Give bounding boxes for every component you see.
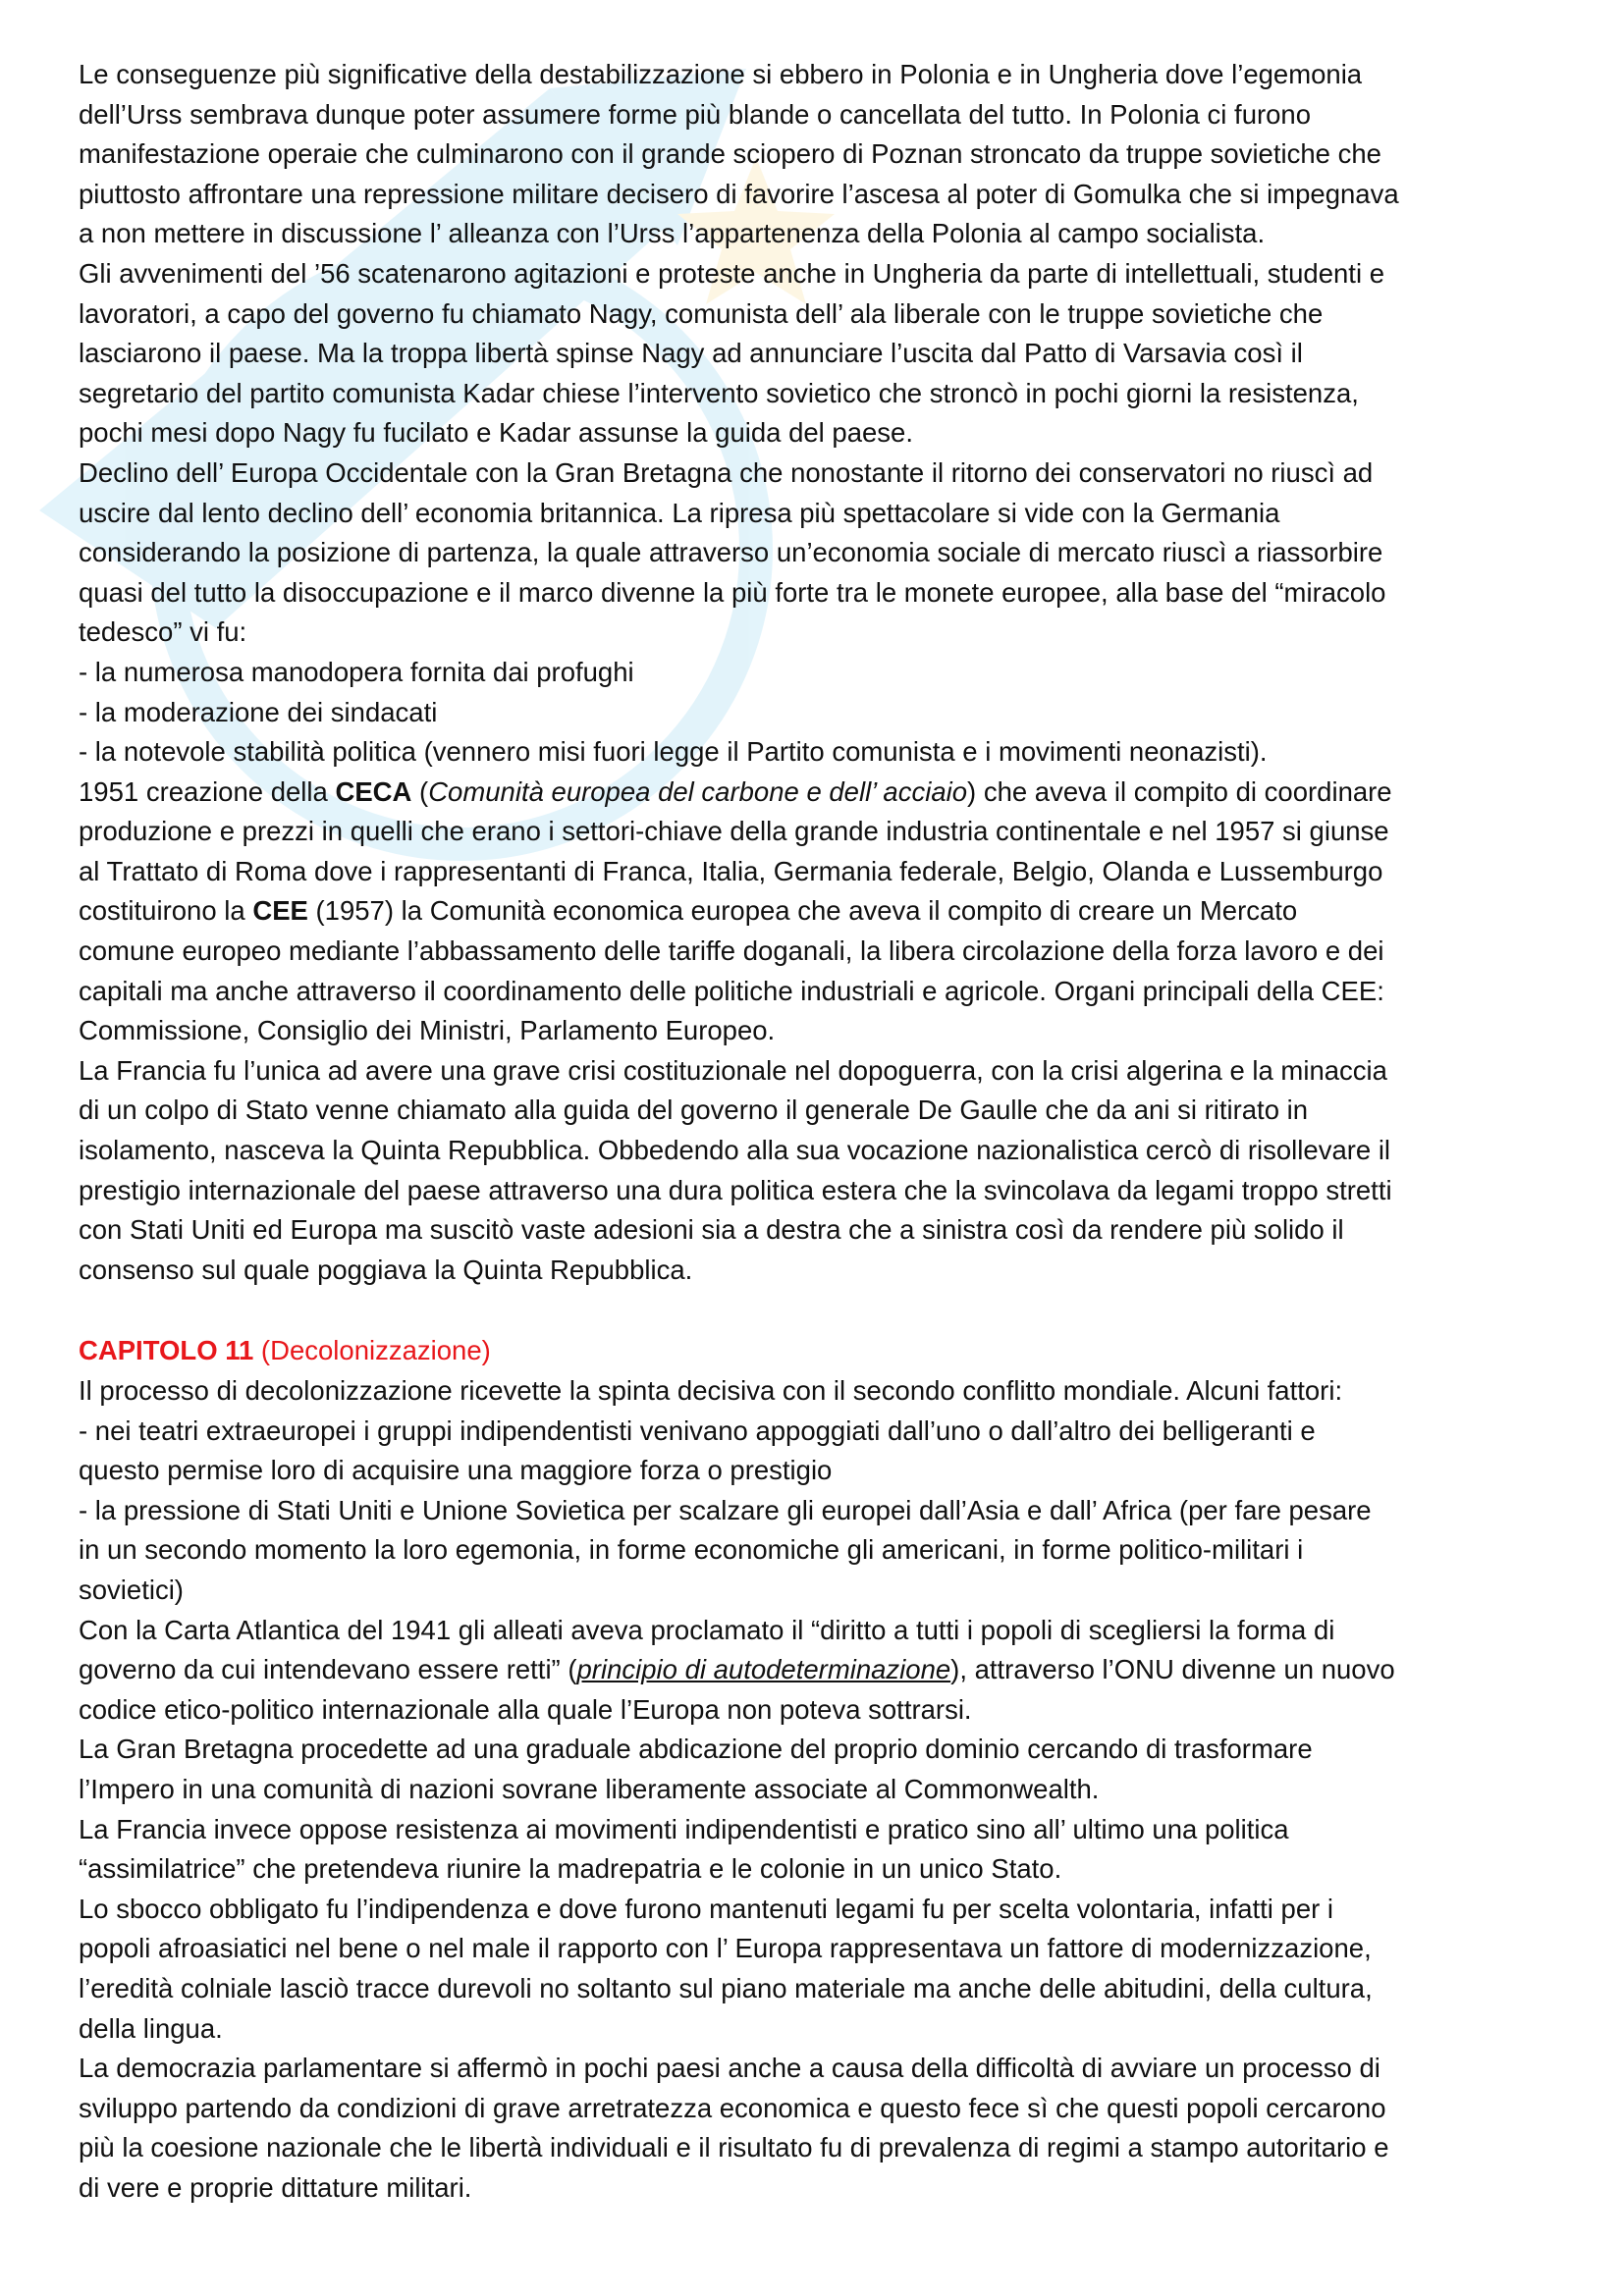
text-line: al Trattato di Roma dove i rappresentanti di Franca, Italia, Germania federale, Belgio, Olanda e Lussemburgo [79, 855, 1383, 886]
text-line: in un secondo momento la loro egemonia, in forme economiche gli americani, in forme politico-militari i [79, 1534, 1304, 1566]
text-line: considerando la posizione di partenza, la quale attraverso un’economia sociale di mercato riuscì a riassorbire [79, 537, 1383, 568]
text-line: l’eredità colniale lasciò tracce durevoli no soltanto sul piano materiale ma anche delle abitudini, della cultura, [79, 1972, 1373, 2003]
chapter-label: CAPITOLO 11 [79, 1335, 254, 1366]
cee-term: CEE [252, 895, 308, 927]
text-line: a non mettere in discussione l’ alleanza con l’Urss l’appartenenza della Polonia al campo socialista. [79, 218, 1266, 249]
text-line: questo permise loro di acquisire una maggiore forza o prestigio [79, 1455, 833, 1486]
self-determination-term: principio di autodeterminazione [576, 1654, 951, 1685]
paragraph-block-treaty [79, 812, 1551, 891]
text-line: Gli avvenimenti del ’56 scatenarono agitazioni e proteste anche in Ungheria da parte di intellettuali, studenti e [79, 257, 1384, 289]
text-line: La Francia invece oppose resistenza ai movimenti indipendentisti e pratico sino all’ ultimo una politica [79, 1813, 1289, 1844]
text-span: (1957) la Comunità economica europea che aveva il compito di creare un Mercato [307, 895, 1298, 927]
text-line: Le conseguenze più significative della destabilizzazione si ebbero in Polonia e in Ungheria dove l’egemonia [79, 59, 1363, 89]
text-line: - la notevole stabilità politica (vennero misi fuori legge il Partito comunista e i movimenti neonazisti). [79, 736, 1268, 768]
text-line: prestigio internazionale del paese attraverso una dura politica estera che la svincolava da legami troppo stretti [79, 1174, 1392, 1205]
text-line: - la pressione di Stati Uniti e Unione Sovietica per scalzare gli europei dall’Asia e dall’ Africa (per fare pesare [79, 1494, 1372, 1525]
text-line: l’Impero in una comunità di nazioni sovrane liberamente associate al Commonwealth. [79, 1773, 1100, 1804]
text-span: costituirono la [79, 895, 253, 927]
text-line: popoli afroasiatici nel bene o nel male il rapporto con l’ Europa rappresentava un fattore di modernizzazione, [79, 1933, 1372, 1964]
text-line: consenso sul quale poggiava la Quinta Repubblica. [79, 1254, 693, 1285]
paragraph-block-decolonization [79, 1371, 1551, 1650]
text-line: Declino dell’ Europa Occidentale con la Gran Bretagna che nonostante il ritorno dei conservatori no riuscì ad [79, 456, 1374, 488]
text-line: - nei teatri extraeuropei i gruppi indipendentisti venivano appoggiati dall’uno o dall’altro dei belligeranti e [79, 1415, 1316, 1446]
paragraph-block-outcomes [79, 1690, 1551, 2209]
ceca-term: CECA [335, 775, 412, 807]
text-line-cee [79, 891, 1551, 932]
text-span: ) che aveva il compito di coordinare [967, 775, 1392, 807]
text-line: La Gran Bretagna procedette ad una graduale abdicazione del proprio dominio cercando di trasformare [79, 1734, 1313, 1765]
text-line: - la moderazione dei sindacati [79, 696, 438, 727]
text-line: Con la Carta Atlantica del 1941 gli alleati aveva proclamato il “diritto a tutti i popoli di scegliersi la forma di [79, 1614, 1335, 1645]
text-line: - la numerosa manodopera fornita dai profughi [79, 656, 634, 687]
text-line: di vere e proprie dittature militari. [79, 2171, 472, 2203]
document-page [79, 55, 1551, 2208]
text-line: isolamento, nasceva la Quinta Repubblica. Obbedendo alla sua vocazione nazionalistica cercò di risollevare il [79, 1135, 1391, 1166]
text-line: più la coesione nazionale che le libertà individuali e il risultato fu di prevalenza di regimi a stampo autoritario e [79, 2132, 1389, 2163]
text-line: capitali ma anche attraverso il coordinamento delle politiche industriali e agricole. Organi principali della CEE: [79, 975, 1384, 1006]
text-line: quasi del tutto la disoccupazione e il marco divenne la più forte tra le monete europee, alla base del “miracolo [79, 576, 1386, 608]
text-line: “assimilatrice” che pretendeva riunire la madrepatria e le colonie in un unico Stato. [79, 1853, 1062, 1885]
text-line: segretario del partito comunista Kadar chiese l’intervento sovietico che stroncò in pochi giorni la resistenza, [79, 377, 1359, 408]
text-line: La democrazia parlamentare si affermò in pochi paesi anche a causa della difficoltà di avviare un processo di [79, 2053, 1380, 2084]
text-span: ( [411, 775, 429, 807]
text-line: della lingua. [79, 2012, 223, 2044]
text-span: 1951 creazione della [79, 775, 336, 807]
text-line: produzione e prezzi in quelli che erano i settori-chiave della grande industria continentale e nel 1957 si giunse [79, 816, 1389, 847]
text-line: dell’Urss sembrava dunque poter assumere forme più blande o cancellata del tutto. In Polonia ci furono [79, 98, 1312, 130]
paragraph-block-france [79, 932, 1551, 1290]
text-line-principio [79, 1650, 1551, 1690]
ceca-definition: Comunità europea del carbone e dell’ acciaio [428, 775, 968, 807]
text-line: di un colpo di Stato venne chiamato alla guida del governo il generale De Gaulle che da ani si ritirato in [79, 1095, 1309, 1126]
spacer [79, 1290, 1551, 1331]
text-line: con Stati Uniti ed Europa ma suscitò vaste adesioni sia a destra che a sinistra così da rendere più solido il [79, 1214, 1344, 1246]
text-line: codice etico-politico internazionale alla quale l’Europa non poteva sottrarsi. [79, 1693, 972, 1725]
text-line: Lo sbocco obbligato fu l’indipendenza e dove furono mantenuti legami fu per scelta volontaria, infatti per i [79, 1893, 1334, 1924]
text-span: ), attraverso l’ONU divenne un nuovo [950, 1654, 1395, 1685]
text-span: governo da cui intendevano essere retti” ( [79, 1654, 577, 1685]
text-line: Commissione, Consiglio dei Ministri, Parlamento Europeo. [79, 1015, 776, 1046]
text-line: La Francia fu l’unica ad avere una grave crisi costituzionale nel dopoguerra, con la crisi algerina e la minaccia [79, 1054, 1387, 1086]
text-line: lasciarono il paese. Ma la troppa libertà spinse Nagy ad annunciare l’uscita dal Patto di Varsavia così il [79, 338, 1303, 369]
text-line: comune europeo mediante l’abbassamento delle tariffe doganali, la libera circolazione della forza lavoro e dei [79, 935, 1384, 967]
text-line-ceca [79, 773, 1551, 813]
text-line: manifestazione operaie che culminarono con il grande sciopero di Poznan stroncato da truppe sovietiche che [79, 138, 1381, 170]
paragraph-block-eastern-europe [79, 55, 1551, 773]
text-line: uscire dal lento declino dell’ economia britannica. La ripresa più spettacolare si vide con la Germania [79, 497, 1280, 528]
text-line: sovietici) [79, 1574, 184, 1605]
text-line: Il processo di decolonizzazione ricevette la spinta decisiva con il secondo conflitto mondiale. Alcuni fattori: [79, 1375, 1343, 1406]
text-line: pochi mesi dopo Nagy fu fucilato e Kadar assunse la guida del paese. [79, 417, 913, 449]
text-line: lavoratori, a capo del governo fu chiamato Nagy, comunista dell’ ala liberale con le truppe sovietiche che [79, 297, 1324, 329]
text-line: tedesco” vi fu: [79, 616, 247, 648]
text-line: piuttosto affrontare una repressione militare decisero di favorire l’ascesa al poter di Gomulka che si impegnava [79, 178, 1399, 209]
chapter-subtitle: (Decolonizzazione) [253, 1335, 491, 1366]
chapter-heading [79, 1331, 1551, 1371]
text-line: sviluppo partendo da condizioni di grave arretratezza economica e questo fece sì che questi popoli cercarono [79, 2092, 1386, 2123]
